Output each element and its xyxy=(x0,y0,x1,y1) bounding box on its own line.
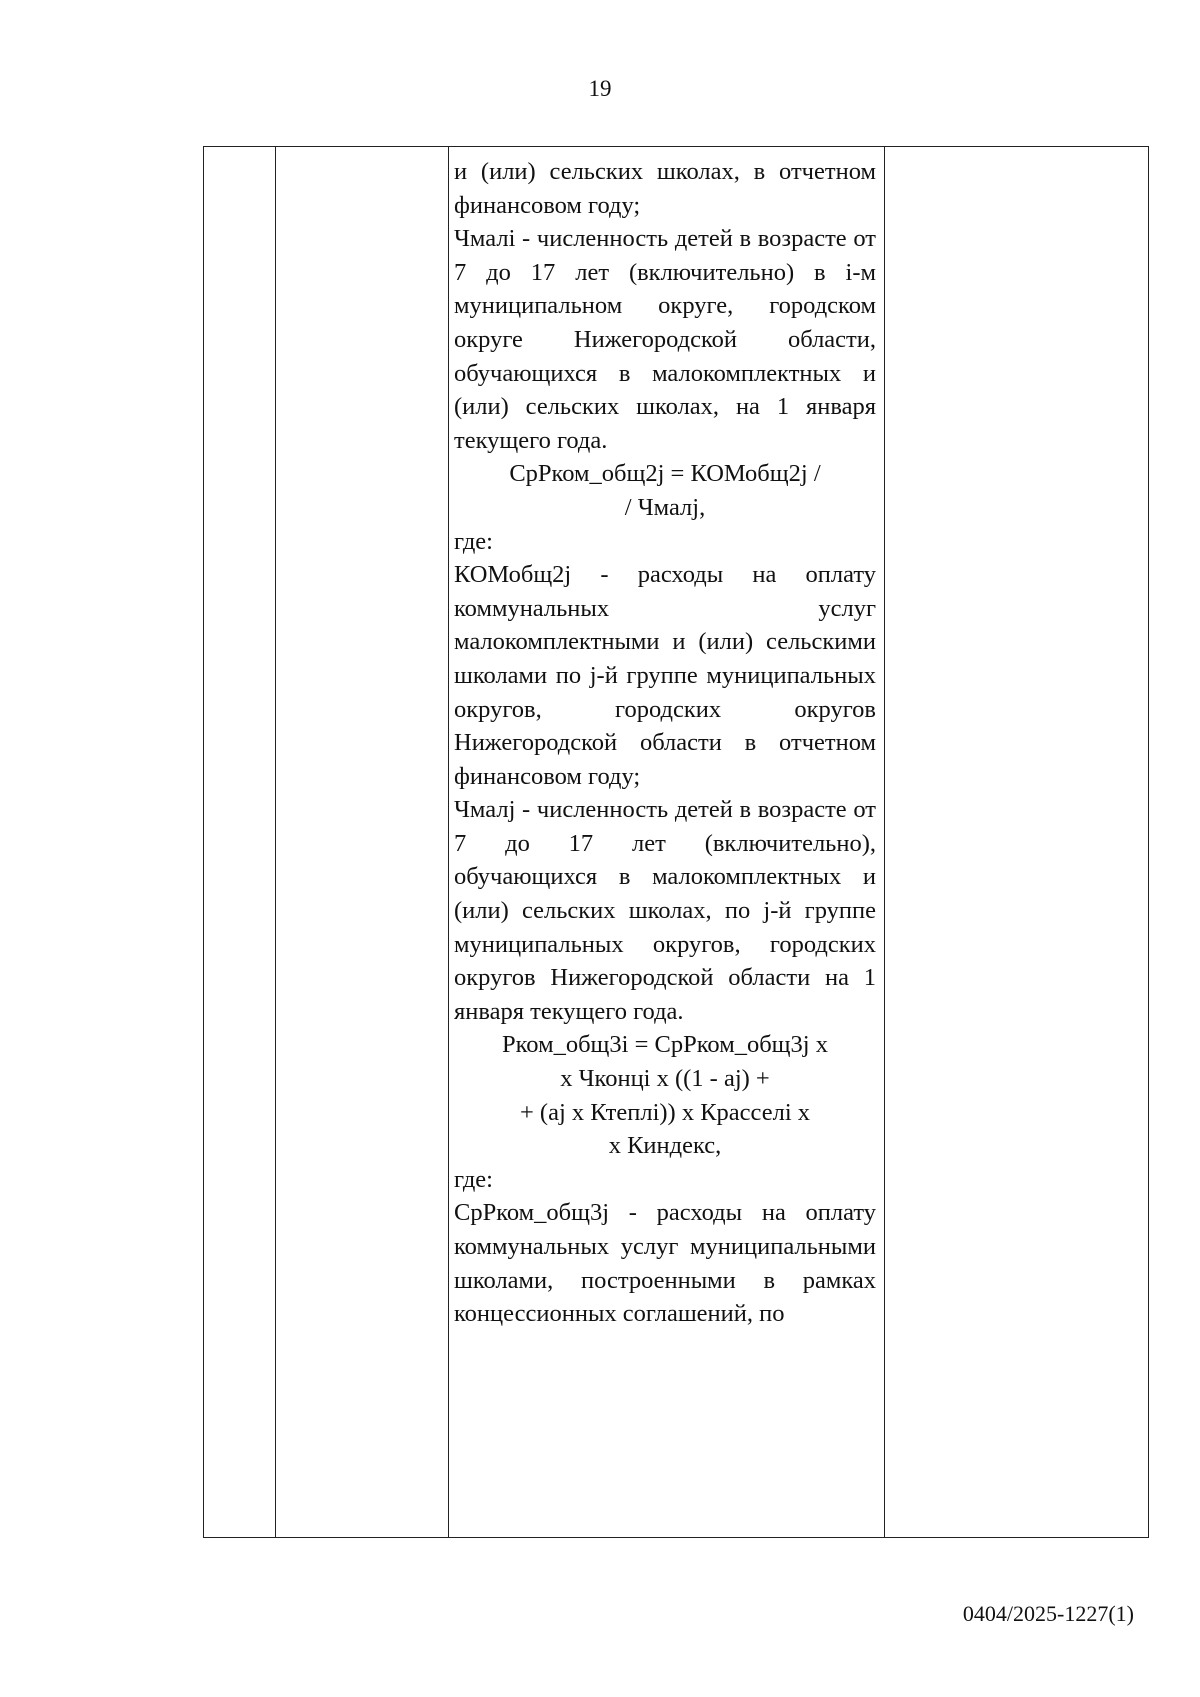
paragraph: где: xyxy=(454,1165,493,1193)
paragraph: Чмалi - численность детей в возрасте от 7 до 17 лет (включительно) в i-м муниципальном округе, городском округе Нижегородской области, обучающихся в малокомплектных и (или) сельских школах, на 1 января текущего года. xyxy=(454,225,876,454)
table-cell-calculation xyxy=(449,147,885,1538)
formula-line: / Чмалj, xyxy=(624,493,706,521)
paragraph: Чмалj - численность детей в возрасте от 7 до 17 лет (включительно), обучающихся в малокомплектных и (или) сельских школах, по j-й группе муниципальных округов, городских округов Нижегородской области на 1 января текущего года. xyxy=(454,796,876,1025)
formula-line: СрРком_общ2j = КОМобщ2j / xyxy=(509,460,821,488)
formula-line: х Чконцi х ((1 - аj) + xyxy=(560,1065,770,1093)
table-cell-number xyxy=(204,147,276,1538)
document-table xyxy=(203,146,1149,1538)
table-cell-name xyxy=(276,147,449,1538)
calculation-text xyxy=(449,147,884,1331)
formula-line: Рком_общ3i = СрРком_общ3j х xyxy=(502,1031,828,1059)
table-cell-notes xyxy=(885,147,1149,1538)
formula-line: х Киндекс, xyxy=(608,1132,722,1160)
paragraph: где: xyxy=(454,527,493,555)
formula-line: + (аj х Ктеплi)) х Красселi х xyxy=(519,1098,811,1126)
paragraph: СрРком_общ3j - расходы на оплату коммунальных услуг муниципальными школами, построенными в рамках концессионных соглашений, по xyxy=(454,1199,876,1328)
paragraph: и (или) сельских школах, в отчетном финансовом году; xyxy=(454,158,876,219)
document-code: 0404/2025-1227(1) xyxy=(962,1601,1134,1626)
page-number: 19 xyxy=(588,76,612,101)
table-row xyxy=(204,147,1149,1538)
paragraph: КОМобщ2j - расходы на оплату коммунальных услуг малокомплектными и (или) сельскими школами по j-й группе муниципальных округов, городских округов Нижегородской области в отчетном финансовом году; xyxy=(454,561,876,790)
